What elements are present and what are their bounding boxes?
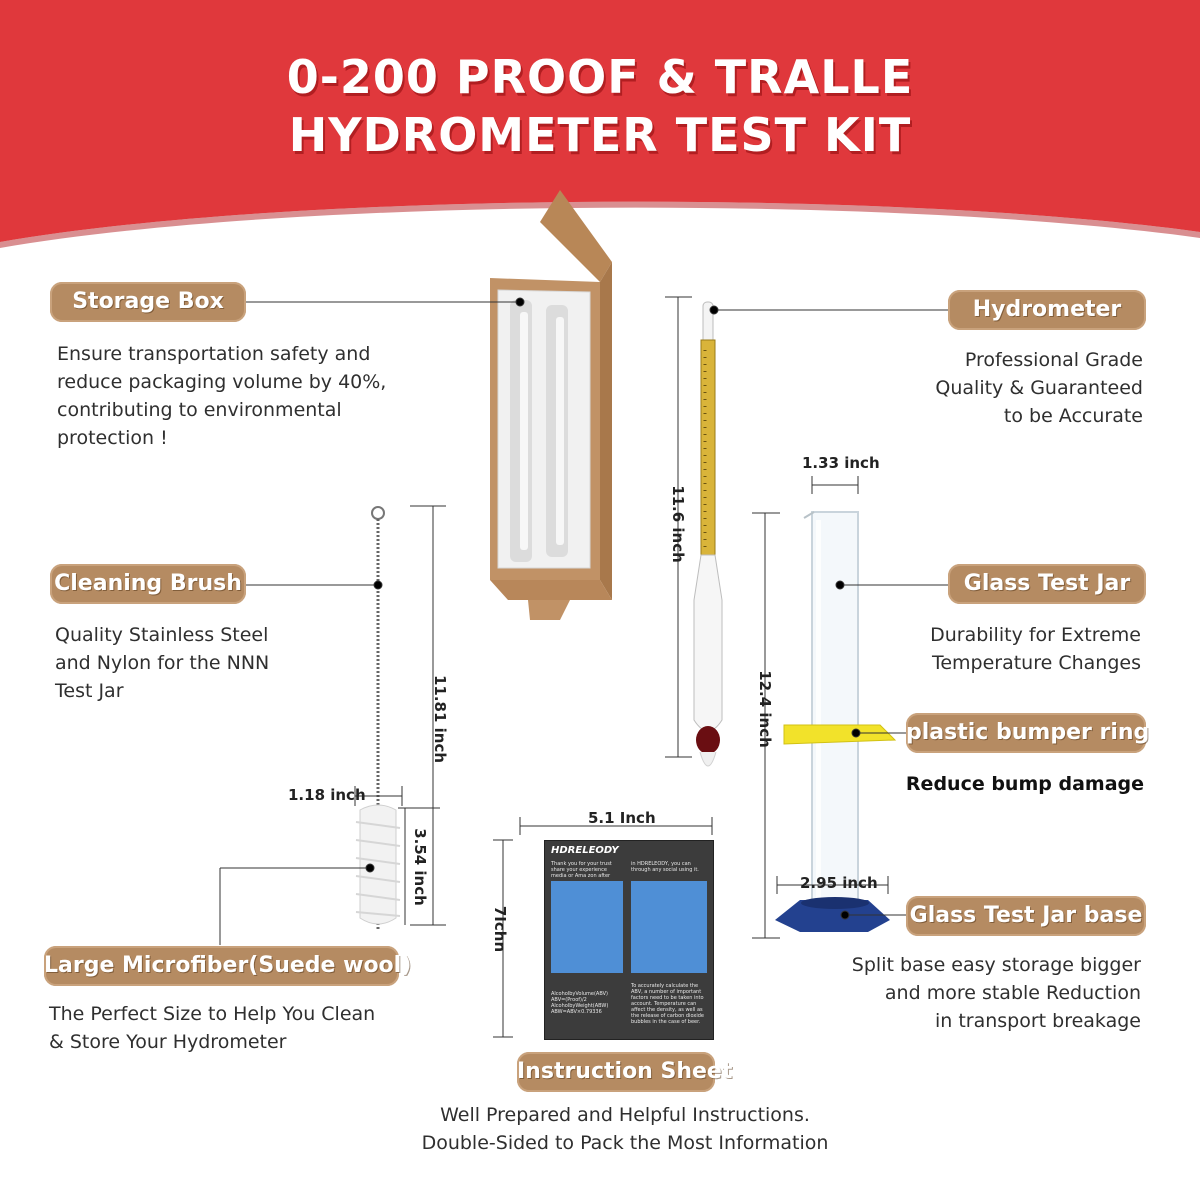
bumper-ring-description: Reduce bump damage — [905, 773, 1144, 795]
sheet-table-left — [551, 881, 623, 973]
instruction-sheet-illustration — [544, 840, 714, 1040]
jar-base-description: Split base easy storage bigger and more stable Reduction in transport breakage — [851, 954, 1141, 1032]
instruction-sheet-description: Well Prepared and Helpful Instructions. Double-Sided to Pack the Most Information — [421, 1104, 829, 1154]
brush-head-width-dimension: 1.18 inch — [288, 786, 366, 804]
bumper-ring-label: plastic bumper ring — [906, 713, 1146, 753]
jar-height-dimension: 12.4 inch — [756, 670, 774, 748]
microfiber-label: Large Microfiber(Suede wool) — [44, 946, 399, 986]
jar-width-dimension: 1.33 inch — [802, 454, 880, 472]
cleaning-brush-label: Cleaning Brush — [50, 564, 246, 604]
sheet-width-dimension: 5.1 Inch — [588, 809, 656, 827]
cleaning-brush-illustration — [356, 507, 400, 930]
storage-box-description: Ensure transportation safety and reduce packaging volume by 40%, contributing to environmental protection ! — [57, 343, 387, 449]
hydrometer-length-dimension: 11.6 inch — [669, 485, 687, 563]
sheet-text-right: in HDRELEODY, you can through any social using it. — [631, 861, 699, 873]
hydrometer-illustration — [694, 302, 722, 766]
brush-length-dimension: 11.81 inch — [431, 674, 449, 764]
sheet-text-bottom-left: AlcoholbyVolume(ABV) ABV=(Proof)/2 AlcoholbyWeight(ABW) ABW=ABV×0.79336 — [551, 991, 609, 1015]
jar-base-label: Glass Test Jar base — [906, 896, 1146, 936]
page-title-line2: HYDROMETER TEST KIT — [288, 108, 912, 162]
brush-head-length-dimension: 3.54 inch — [411, 828, 429, 906]
hydrometer-description: Professional Grade Quality & Guaranteed to be Accurate — [935, 349, 1143, 427]
microfiber-description: The Perfect Size to Help You Clean & Store Your Hydrometer — [49, 1003, 376, 1053]
glass-test-jar-illustration — [775, 512, 895, 932]
sheet-brand: HDRELEODY — [551, 845, 619, 856]
page-title-line1: 0-200 PROOF & TRALLE — [286, 50, 914, 104]
sheet-text-left: Thank you for your trust share your experience media or Ama zon after — [551, 861, 612, 879]
jar-base-width-dimension: 2.95 inch — [800, 874, 878, 892]
hydrometer-label: Hydrometer — [948, 290, 1146, 330]
sheet-text-bottom-right: To accurately calculate the ABV, a number of important factors need to be taken into account. Temperature can affect the density, as well as the release of carbon dioxide bubbles in the case of beer. — [631, 983, 704, 1025]
glass-test-jar-label: Glass Test Jar — [948, 564, 1146, 604]
sheet-height-dimension: 7Ichn — [491, 905, 509, 953]
cleaning-brush-description: Quality Stainless Steel and Nylon for the NNN Test Jar — [55, 624, 270, 702]
instruction-sheet-label: Instruction Sheet — [517, 1052, 715, 1092]
storage-box-label: Storage Box — [50, 282, 246, 322]
storage-box-illustration — [490, 190, 612, 620]
glass-test-jar-description: Durability for Extreme Temperature Changes — [930, 624, 1141, 674]
sheet-table-right — [631, 881, 707, 973]
